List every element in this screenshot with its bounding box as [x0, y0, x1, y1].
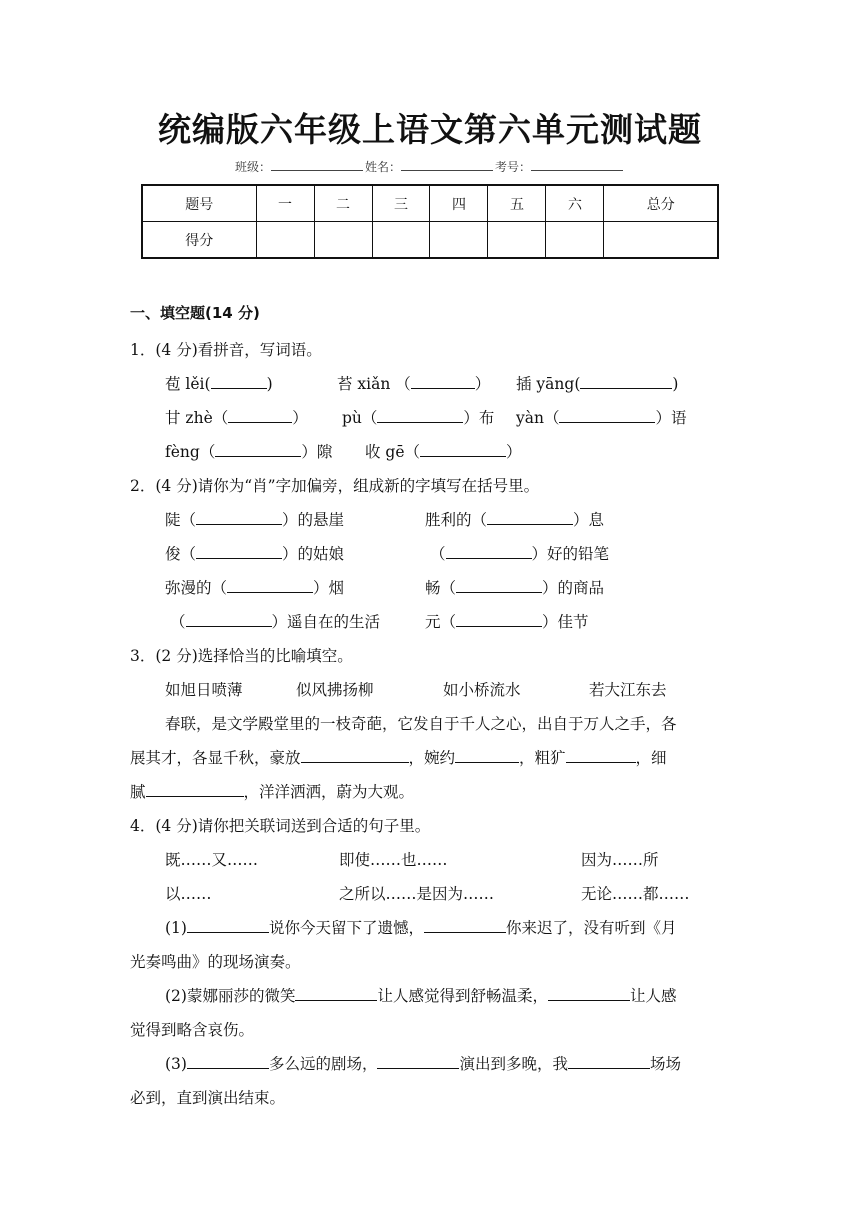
number-blank[interactable]	[531, 159, 623, 171]
score-cell[interactable]	[488, 222, 546, 259]
score-cell[interactable]	[372, 222, 430, 259]
q3-paragraph-line	[130, 746, 667, 768]
q3-option: 如旭日喷薄	[165, 681, 243, 699]
answer-blank[interactable]	[187, 1054, 269, 1069]
q1-line-1c	[516, 372, 678, 394]
q4-sentence-line	[165, 984, 677, 1006]
q3-option: 如小桥流水	[443, 681, 521, 699]
answer-blank[interactable]	[548, 986, 630, 1001]
answer-blank[interactable]	[456, 578, 542, 593]
q1-item-end: ）	[292, 409, 308, 427]
q1-line-1	[165, 372, 273, 394]
score-table	[141, 184, 719, 259]
q1-line-2	[165, 406, 308, 428]
q2-row-left	[165, 542, 344, 564]
q1-item-end: ）语	[655, 409, 687, 427]
q2-text: ）的商品	[542, 579, 605, 597]
answer-blank[interactable]	[566, 748, 636, 763]
answer-blank[interactable]	[196, 544, 282, 559]
q3-text: 展其才，各显千秋，豪放	[130, 749, 301, 767]
q1-item-label: fèng（	[165, 443, 216, 461]
header-cell: 二	[314, 185, 372, 222]
q4-sentence-line: 觉得到略含哀伤。	[130, 1021, 255, 1039]
q3-text: ，婉约	[408, 749, 456, 767]
q1-item-label: 收 gē（	[365, 443, 421, 461]
answer-blank[interactable]	[377, 408, 463, 423]
q2-text: 弥漫的（	[165, 579, 228, 597]
answer-blank[interactable]	[228, 408, 292, 423]
q2-text: ）遥自在的生活	[271, 613, 381, 631]
answer-blank[interactable]	[446, 544, 532, 559]
q1-item-label: 苔 xiǎn （	[337, 375, 411, 393]
q4-word: 无论……都……	[581, 885, 690, 903]
q1-item-end: ）	[474, 375, 491, 393]
q4-text: (3)	[165, 1055, 187, 1073]
q3-paragraph-line	[130, 780, 414, 802]
answer-blank[interactable]	[487, 510, 573, 525]
answer-blank[interactable]	[580, 374, 672, 389]
q4-word: 既……又……	[165, 851, 259, 869]
q3-paragraph-line: 春联，是文学殿堂里的一枝奇葩，它发自于千人之心，出自于万人之手，各	[165, 715, 677, 733]
q2-text: ）的悬崖	[282, 511, 345, 529]
answer-blank[interactable]	[215, 442, 301, 457]
q3-text: ，洋洋洒洒，蔚为大观。	[243, 783, 415, 801]
q1-item-label: 苞 lěi(	[165, 375, 211, 393]
q2-text: （	[430, 545, 446, 563]
name-blank[interactable]	[401, 159, 493, 171]
q4-text: 你来迟了，没有听到《月	[505, 919, 677, 937]
answer-blank[interactable]	[187, 918, 269, 933]
score-cell[interactable]	[430, 222, 488, 259]
q3-option: 似风拂扬柳	[296, 681, 374, 699]
q1-item-end: ）隙	[301, 443, 333, 461]
q2-text: ）烟	[313, 579, 345, 597]
q3-text: ，粗犷	[519, 749, 566, 767]
q4-word: 因为……所	[581, 851, 659, 869]
q2-text: 陡（	[165, 511, 197, 529]
q3-text: 腻	[130, 783, 146, 801]
q2-row-right	[430, 542, 609, 564]
q2-row-left	[165, 508, 344, 530]
score-cell[interactable]	[546, 222, 604, 259]
answer-blank[interactable]	[196, 510, 282, 525]
q3-text: ，细	[635, 749, 667, 767]
row-label-cell: 得分	[142, 222, 256, 259]
q4-text: 多么远的剧场，	[268, 1055, 378, 1073]
header-cell: 一	[256, 185, 314, 222]
q2-text: ）佳节	[542, 613, 589, 631]
answer-blank[interactable]	[146, 782, 244, 797]
answer-blank[interactable]	[456, 612, 542, 627]
q4-text: 场场	[650, 1055, 682, 1073]
q2-row-right	[425, 610, 589, 632]
q2-text: 俊（	[165, 545, 197, 563]
answer-blank[interactable]	[186, 612, 272, 627]
q4-text: 让人感觉得到舒畅温柔，	[377, 987, 548, 1005]
q1-item-end: ）布	[463, 409, 495, 427]
header-cell: 题号	[142, 185, 256, 222]
score-table-score-row	[142, 222, 718, 259]
q4-sentence-line	[165, 916, 677, 938]
answer-blank[interactable]	[211, 374, 267, 389]
q1-item-end: )	[266, 375, 273, 393]
answer-blank[interactable]	[227, 578, 313, 593]
page-title: 统编版六年级上语文第六单元测试题	[158, 110, 702, 149]
q1-item-end: ）	[506, 443, 522, 461]
q1-item-end: )	[672, 375, 679, 393]
question-3-stem: 3．(2 分)选择恰当的比喻填空。	[130, 647, 353, 665]
q4-word: 即使……也……	[339, 851, 448, 869]
q4-text: (2)蒙娜丽莎的微笑	[165, 987, 296, 1005]
q1-item-label: 甘 zhè（	[165, 409, 229, 427]
q2-text: 元（	[425, 613, 457, 631]
q1-line-2b	[342, 406, 494, 428]
q2-text: ）好的铅笔	[531, 545, 610, 563]
answer-blank[interactable]	[295, 986, 377, 1001]
q4-sentence-line	[165, 1052, 681, 1074]
q2-row-left	[165, 576, 344, 598]
q2-row-left	[170, 610, 380, 632]
q2-text: ）息	[573, 511, 605, 529]
header-cell: 三	[372, 185, 430, 222]
q1-item-label: pù（	[342, 409, 378, 427]
q4-sentence-line: 必到，直到演出结束。	[130, 1089, 286, 1107]
question-1-stem: 1．(4 分)看拼音，写词语。	[130, 341, 322, 359]
q2-text: ）的姑娘	[282, 545, 345, 563]
answer-blank[interactable]	[568, 1054, 650, 1069]
q2-row-right	[425, 508, 604, 530]
q1-line-1b	[337, 372, 490, 394]
score-cell[interactable]	[604, 222, 718, 259]
score-cell[interactable]	[256, 222, 314, 259]
q4-text: (1)	[165, 919, 187, 937]
class-label: 班级：	[234, 160, 271, 174]
answer-blank[interactable]	[377, 1054, 459, 1069]
q1-line-2c	[516, 406, 687, 428]
class-blank[interactable]	[271, 159, 363, 171]
q1-item-label: 插 yāng(	[516, 375, 581, 393]
q4-text: 让人感	[629, 987, 677, 1005]
number-label: 考号：	[495, 160, 532, 174]
section-heading: 一、填空题(14 分)	[130, 304, 260, 322]
answer-blank[interactable]	[424, 918, 506, 933]
question-4-stem: 4．(4 分)请你把关联词送到合适的句子里。	[130, 817, 431, 835]
answer-blank[interactable]	[420, 442, 506, 457]
header-cell: 总分	[604, 185, 718, 222]
q3-option: 若大江东去	[589, 681, 667, 699]
answer-blank[interactable]	[559, 408, 655, 423]
header-cell: 六	[546, 185, 604, 222]
q1-line-3b	[365, 440, 522, 462]
q4-word: 以……	[165, 885, 212, 903]
q1-line-3	[165, 440, 332, 462]
q4-word: 之所以……是因为……	[339, 885, 495, 903]
student-info-line	[0, 158, 860, 175]
header-cell: 四	[430, 185, 488, 222]
question-2-stem: 2．(4 分)请你为“肖”字加偏旁，组成新的字填写在括号里。	[130, 477, 540, 495]
score-table-header-row	[142, 185, 718, 222]
q4-text: 说你今天留下了遗憾，	[268, 919, 424, 937]
name-label: 姓名：	[364, 160, 401, 174]
q4-text: 演出到多晚，我	[459, 1055, 568, 1073]
q1-item-label: yàn（	[516, 409, 560, 427]
score-cell[interactable]	[314, 222, 372, 259]
q2-text: 畅（	[425, 579, 457, 597]
q2-text: 胜利的（	[425, 511, 488, 529]
q2-row-right	[425, 576, 604, 598]
answer-blank[interactable]	[411, 374, 475, 389]
answer-blank[interactable]	[455, 748, 519, 763]
q2-text: （	[170, 613, 186, 631]
q4-sentence-line: 光奏鸣曲》的现场演奏。	[130, 953, 301, 971]
header-cell: 五	[488, 185, 546, 222]
answer-blank[interactable]	[301, 748, 409, 763]
